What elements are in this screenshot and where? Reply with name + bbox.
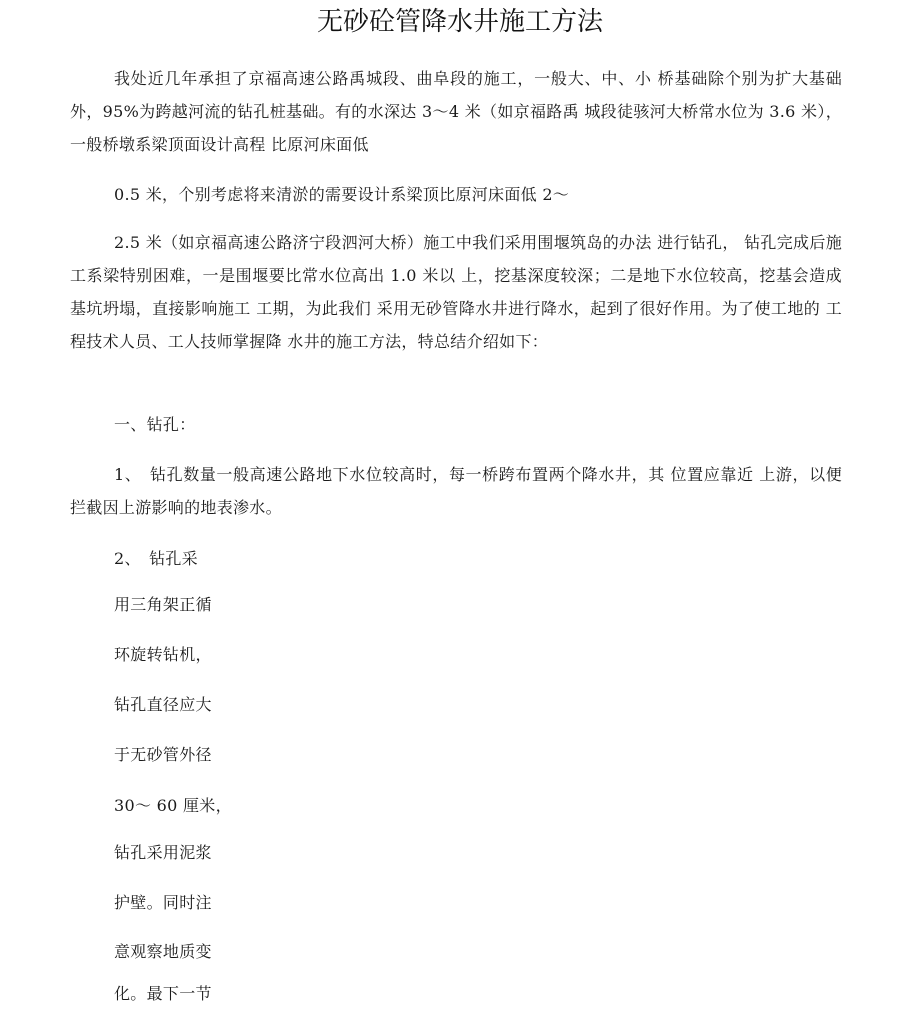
list-item-2-line: 护壁。同时注 [114,893,212,912]
list-item-2-line: 2、 钻孔采 [114,549,198,568]
list-item-2-line: 钻孔直径应大 [114,695,212,714]
section-heading-drilling: 一、钻孔： [114,415,196,434]
intro-paragraph: 我处近几年承担了京福高速公路禹城段、曲阜段的施工，一般大、中、小 桥基础除个别为扩大基础外，95%为跨越河流的钻孔桩基础。有的水深达 3〜4 米（如京福路禹 城段徒骇河大桥常水位为 3.6 米），一般桥墩系梁顶面设计高程 比原河床面低 [70,69,842,154]
paragraph-depth: 0.5 米，个别考虑将来清淤的需要设计系梁顶比原河床面低 2〜 [114,185,570,204]
list-item-2-line: 于无砂管外径 [114,745,212,764]
list-item-2-line: 用三角架正循 [114,595,212,614]
paragraph-construction: 2.5 米（如京福高速公路济宁段泗河大桥）施工中我们采用围堰筑岛的办法 进行钻孔， 钻孔完成后施工系梁特别困难，一是围堰要比常水位高出 1.0 米以 上，挖基深度较深；二是地下水位较高，挖基会造成基坑坍塌，直接影响施工 工期，为此我们 采用无砂管降水井进行降水，起到了很好作用。为了使工地的 工程技术人员、工人技师掌握降 水井的施工方法，特总结介绍如下： [70,233,842,351]
list-item-2-line: 30〜 60 厘米， [114,796,232,815]
list-item-2-line: 意观察地质变 [114,942,212,961]
list-item-2-line: 环旋转钻机， [114,645,212,664]
list-item-2-line: 化。最下一节 [114,984,212,1003]
list-item-1: 1、 钻孔数量一般高速公路地下水位较高时，每一桥跨布置两个降水井，其 位置应靠近 上游，以便拦截因上游影响的地表渗水。 [70,465,842,517]
document-title: 无砂砼管降水井施工方法 [316,7,603,37]
list-item-2-line: 钻孔采用泥浆 [114,843,212,862]
